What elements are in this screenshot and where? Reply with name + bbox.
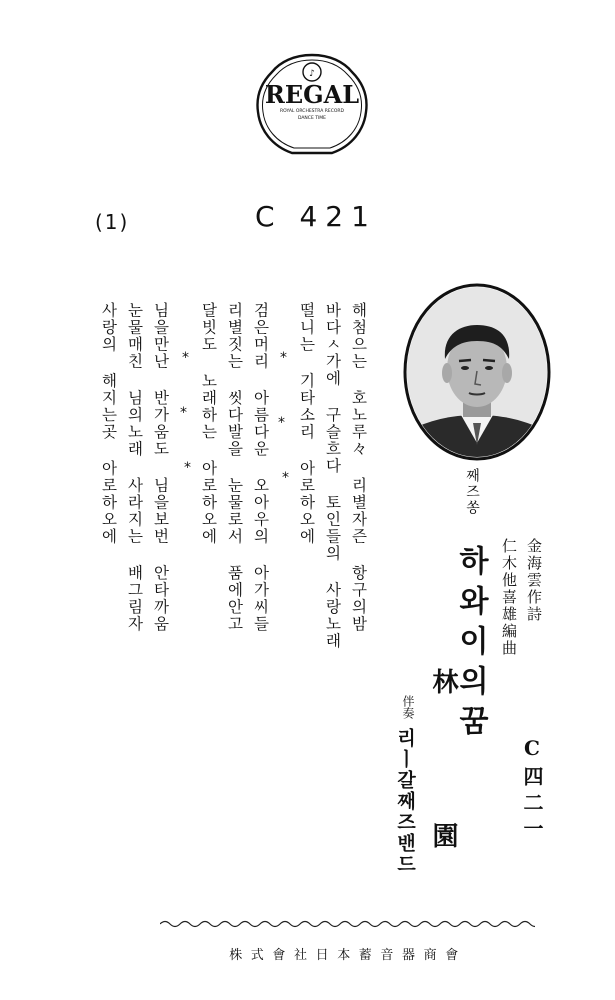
verse-separator: * <box>184 460 191 476</box>
lyric-line: 님을만난 반가움도 님을보번 안타까움 <box>151 302 170 633</box>
song-title: 하와이의꿈 <box>453 545 488 745</box>
band-name: 리ㅣ갈째즈밴드 <box>394 728 416 875</box>
svg-text:♪: ♪ <box>309 69 315 79</box>
lyricist-credit: 金海雲作詩 <box>525 538 543 623</box>
lyric-line: 바다ㅅ가에 구슬흐다 토인들의 사랑노래 <box>323 302 342 650</box>
logo-fine-print-2: DANCE TIME <box>297 116 327 121</box>
lyric-line: 검은머리 아름다운 오아우의 아가씨들 <box>251 302 270 633</box>
lyric-line: 사랑의 해지는곳 아로하오에 <box>99 302 118 545</box>
verse-separator: * <box>278 415 285 431</box>
singer-portrait-icon <box>403 283 551 461</box>
record-number: C 421 <box>255 200 377 233</box>
wavy-divider <box>160 918 535 930</box>
record-number-cjk: C四二一 <box>520 736 544 844</box>
logo-fine-print-1: ROYAL ORCHESTRA RECORD <box>280 109 344 114</box>
company-name: 株式會社日本蓄音器商會 <box>229 948 467 963</box>
verse-separator: * <box>182 350 189 366</box>
lyric-line: 리별짓는 씻다발을 눈물로서 품에안고 <box>225 302 244 633</box>
genre-label: 째즈쏭 <box>464 468 480 516</box>
arranger-credit: 仁木他喜雄編曲 <box>500 538 518 657</box>
verse-separator: * <box>180 405 187 421</box>
singer-name: 林園 <box>428 668 458 976</box>
lyric-line: 눈물매친 님의노래 사라지는 배그림자 <box>125 302 144 633</box>
regal-logo <box>252 50 372 160</box>
verse-separator: * <box>282 470 289 486</box>
side-number: (1) <box>95 210 130 234</box>
brand-name: REGAL <box>264 80 360 109</box>
lyric-line: 달빗도 노래하는 아로하오에 <box>199 302 218 545</box>
band-label: 伴奏 <box>401 695 415 719</box>
lyric-line: 떨니는 기타소리 아로하오에 <box>297 302 316 545</box>
verse-separator: * <box>280 350 287 366</box>
lyric-line: 해첨으는 호노루々 리별자즌 항구의밤 <box>349 302 368 633</box>
